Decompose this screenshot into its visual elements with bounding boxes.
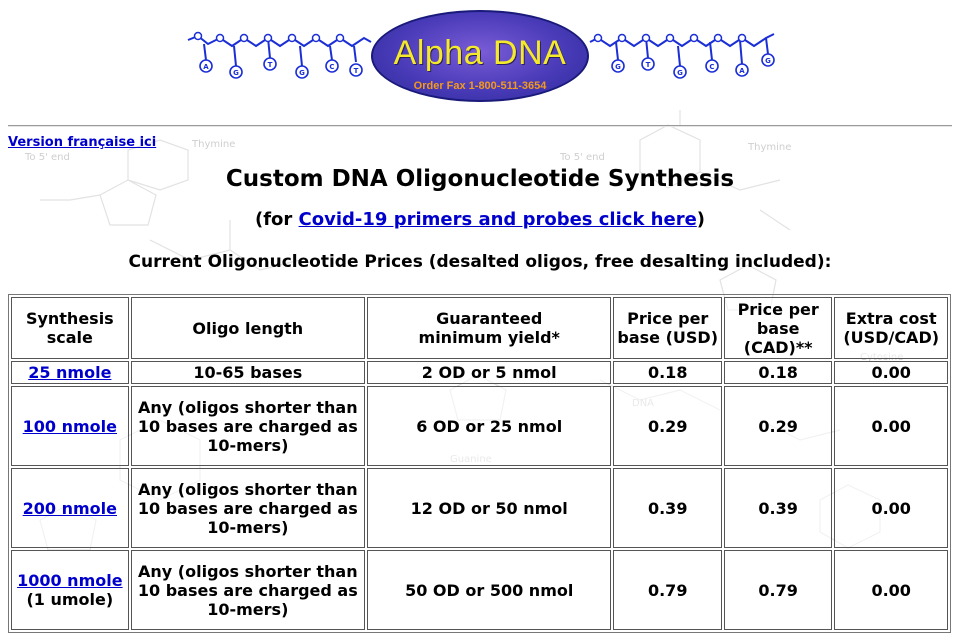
price-cad-cell: 0.39 xyxy=(724,468,832,548)
base-letter: C xyxy=(329,63,335,71)
base-letter: T xyxy=(645,61,651,69)
scale-link[interactable]: 200 nmole xyxy=(22,498,117,518)
base-letter: A xyxy=(739,67,745,75)
length-cell: 10-65 bases xyxy=(131,361,365,384)
extra-cost-cell: 0.00 xyxy=(834,386,948,466)
bg-label: To 5' end xyxy=(25,152,70,163)
header-synthesis-scale: Synthesis scale xyxy=(11,297,129,359)
logo-fax-number: Order Fax 1-800-511-3654 xyxy=(413,80,547,92)
header-price-usd: Price per base (USD) xyxy=(613,297,721,359)
yield-cell: 50 OD or 500 nmol xyxy=(367,550,612,630)
base-letter: G xyxy=(233,69,239,77)
french-version-link[interactable]: Version française ici xyxy=(8,135,157,150)
covid-prefix: (for xyxy=(254,209,299,230)
scale-cell xyxy=(11,361,129,384)
alpha-dna-logo[interactable] xyxy=(371,10,589,102)
scale-link[interactable]: 1000 nmole xyxy=(17,571,123,590)
base-letter: T xyxy=(267,61,273,69)
header-minimum-yield: Guaranteed minimum yield* xyxy=(367,297,612,359)
base-letter: G xyxy=(615,63,621,71)
bg-label: To 5' end xyxy=(560,152,605,163)
table-row xyxy=(11,468,948,548)
price-cad-cell: 0.18 xyxy=(724,361,832,384)
header-price-cad: Price per base (CAD)** xyxy=(724,297,832,359)
base-letter: G xyxy=(299,69,305,77)
length-cell: Any (oligos shorter than 10 bases are charged as 10-mers) xyxy=(131,386,365,466)
table-row xyxy=(11,550,948,630)
header-oligo-length: Oligo length xyxy=(131,297,365,359)
yield-cell: 12 OD or 50 nmol xyxy=(367,468,612,548)
price-table xyxy=(8,294,951,633)
price-cad-cell: 0.79 xyxy=(724,550,832,630)
logo-title: Alpha DNA xyxy=(393,34,567,72)
scale-link[interactable]: 100 nmole xyxy=(22,416,117,436)
yield-cell: 2 OD or 5 nmol xyxy=(367,361,612,384)
base-letter: C xyxy=(709,63,715,71)
scale-link[interactable]: 25 nmole xyxy=(28,363,112,382)
horizontal-rule xyxy=(8,125,952,127)
header-extra-cost: Extra cost (USD/CAD) xyxy=(834,297,948,359)
base-letter: G xyxy=(677,69,683,77)
price-usd-cell: 0.79 xyxy=(613,550,721,630)
bg-label: Thymine xyxy=(192,139,236,150)
bg-label: Thymine xyxy=(748,142,792,153)
table-row xyxy=(11,361,948,384)
length-cell: Any (oligos shorter than 10 bases are charged as 10-mers) xyxy=(131,468,365,548)
length-cell: Any (oligos shorter than 10 bases are charged as 10-mers) xyxy=(131,550,365,630)
table-row xyxy=(11,386,948,466)
price-cad-cell: 0.29 xyxy=(724,386,832,466)
base-letter: G xyxy=(765,57,771,65)
extra-cost-cell: 0.00 xyxy=(834,468,948,548)
scale-cell xyxy=(11,386,129,466)
covid-primers-link[interactable]: Covid-19 primers and probes click here xyxy=(298,209,697,230)
base-letter: T xyxy=(353,67,359,75)
table-header-row xyxy=(11,297,948,359)
page-title: Custom DNA Oligonucleotide Synthesis xyxy=(225,166,735,192)
scale-extra: (1 umole) xyxy=(26,590,114,609)
covid-suffix: ) xyxy=(696,209,706,230)
scale-cell xyxy=(11,468,129,548)
extra-cost-cell: 0.00 xyxy=(834,361,948,384)
price-usd-cell: 0.18 xyxy=(613,361,721,384)
yield-cell: 6 OD or 25 nmol xyxy=(367,386,612,466)
price-usd-cell: 0.39 xyxy=(613,468,721,548)
prices-heading: Current Oligonucleotide Prices (desalted oligos, free desalting included): xyxy=(128,252,832,272)
price-usd-cell: 0.29 xyxy=(613,386,721,466)
extra-cost-cell: 0.00 xyxy=(834,550,948,630)
scale-cell xyxy=(11,550,129,630)
base-letter: A xyxy=(203,63,209,71)
covid-line xyxy=(0,209,960,230)
